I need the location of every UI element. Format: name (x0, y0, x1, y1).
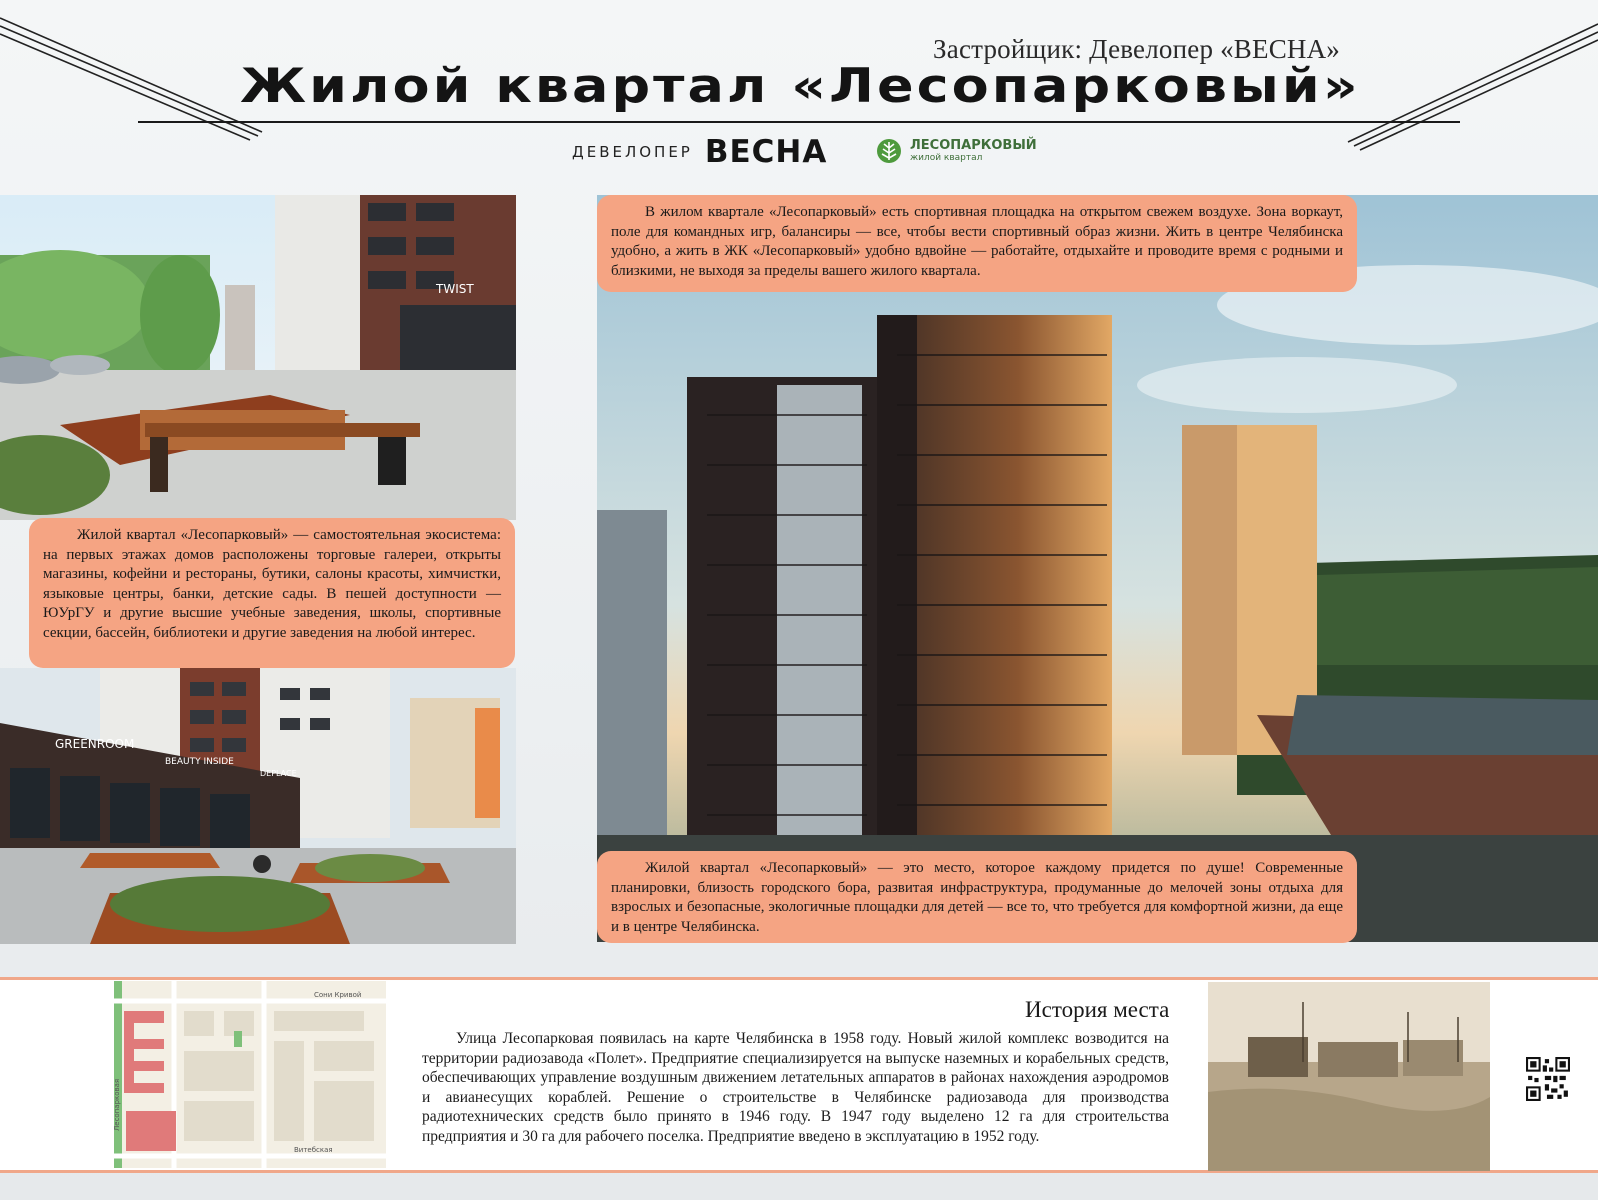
info-box-comfort (597, 851, 1357, 943)
complex-logo-name: ЛЕСОПАРКОВЫЙ (910, 138, 1037, 153)
info-box-comfort-text: Жилой квартал «Лесопарковый» — это место, которое каждому придется по душе! Современные планировки, близость городского бора, развитая инфраструктура, продуманные до мелочей зоны отдыха для взрослых и безопасные, экологичные площадки для детей — все то, что требуется для комфортной жизни, да еще и в центре Челябинска. (611, 860, 1343, 935)
map-street-label-1: Сони Кривой (314, 991, 362, 999)
historical-photo (1208, 982, 1490, 1171)
map-street-label-3: Лесопарковая (113, 1078, 121, 1131)
photo-towers-render (597, 195, 1598, 942)
twist-sign: TWIST (436, 282, 474, 296)
complex-logo-sub: жилой квартал (910, 153, 983, 163)
qr-code-icon[interactable] (1526, 1057, 1570, 1101)
strip-line-top (0, 977, 1598, 980)
deplace-sign: DEPLACE (260, 769, 297, 778)
developer-line: Застройщик: Девелопер «ВЕСНА» (933, 34, 1340, 64)
history-paragraph: Улица Лесопарковая появилась на карте Челябинска в 1958 году. Новый жилой комплекс возводится на территории радиозавода «Полет». Предприятие специализируется на выпуске наземных и корабельных средств, обеспечивающих управление воздушным движением летательных аппаратов в районах нахождения аэродромов и авианесущих кораблей. Решение о строительстве в Челябинске радиозавода для производства радиотехнических средств было принято в 1946 году. В 1947 году выделено 12 га для строительства предприятия и 30 га для рабочего поселка. Предприятие введено в эксплуатацию в 1952 году. (422, 1030, 1169, 1145)
beauty-inside-sign: BEAUTY INSIDE (165, 757, 234, 767)
info-box-sport-text: В жилом квартале «Лесопарковый» есть спортивная площадка на открытом свежем воздухе. Зона воркаут, поле для командных игр, балансиры — все, чтобы вести спортивный образ жизни. Жить в центре Челябинска удобно, а жить в ЖК «Лесопарковый» удобно вдвойне — работайте, отдыхайте и проводите время с родными и близкими, не выходя за пределы вашего жилого квартала. (611, 204, 1343, 279)
title-rule (138, 121, 1460, 123)
info-box-sport (597, 195, 1357, 292)
info-box-ecosystem-text: Жилой квартал «Лесопарковый» — самостоятельная экосистема: на первых этажах домов расположены торговые галереи, открыты магазины, кофейни и рестораны, бутики, салоны красоты, химчистки, языковые центры, банки, детские сады. В пешей доступности — ЮУрГУ и другие высшие учебные заведения, школы, спортивные секции, бассейн, библиотеки и другие заведения на любой интерес. (43, 527, 501, 641)
complex-logo (876, 138, 1037, 164)
greenroom-sign: GREENROOM (55, 737, 135, 751)
site-map (114, 981, 386, 1168)
history-text (422, 1029, 1169, 1146)
leaf-icon (876, 138, 902, 164)
map-street-label-2: Витебская (294, 1146, 333, 1154)
developer-logo-big: ВЕСНА (704, 134, 828, 170)
developer-logo (572, 134, 827, 170)
history-title: История места (1025, 997, 1170, 1022)
page-title: Жилой квартал «Лесопарковый» (240, 58, 1361, 114)
photo-shops-street (0, 668, 516, 944)
developer-logo-small: ДЕВЕЛОПЕР (572, 143, 693, 161)
info-box-ecosystem (29, 518, 515, 668)
photo-street-bench (0, 195, 516, 520)
